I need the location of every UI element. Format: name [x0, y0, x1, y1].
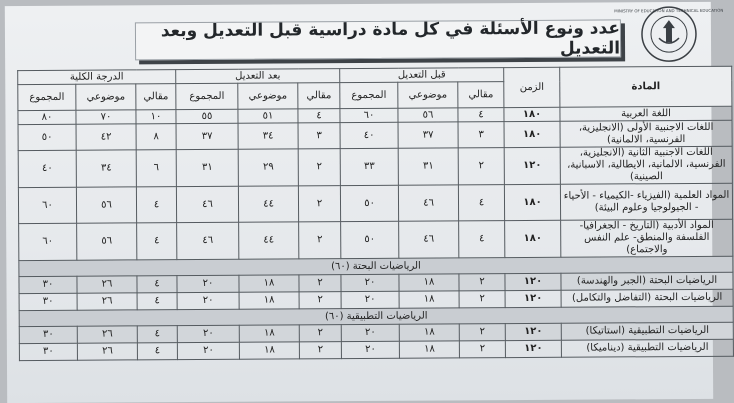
value-cell: ٢٠: [177, 342, 239, 359]
value-cell: ٢٦: [77, 293, 137, 310]
subject-cell: المواد الأدبية (التاريخ - الجغرافيا- الفلسفة والمنطق- علم النفس والاجتماع): [561, 219, 733, 257]
value-cell: ٣٠: [19, 343, 77, 360]
value-cell: ٢: [298, 149, 340, 186]
value-cell: ١٨٠: [504, 107, 560, 121]
value-cell: ٣٧: [176, 123, 238, 149]
value-cell: ١٨٠: [505, 220, 561, 257]
header-total-essay: مقالي: [136, 84, 176, 110]
value-cell: ١٨: [239, 325, 299, 342]
questions-table: [17, 66, 734, 361]
logo-text: MINISTRY OF EDUCATION AND TECHNICAL EDUCATION: [614, 7, 724, 14]
value-cell: ٢: [458, 148, 504, 185]
value-cell: ٥٠: [340, 185, 398, 221]
value-cell: ١٠: [136, 110, 176, 124]
value-cell: ٥١: [238, 109, 298, 123]
value-cell: ٧٠: [76, 110, 136, 124]
value-cell: ١٢٠: [505, 323, 561, 340]
header-before-sum: المجموع: [340, 82, 398, 108]
value-cell: ٢٠: [177, 292, 239, 309]
value-cell: ٥٦: [398, 108, 458, 122]
header-before-essay: مقالي: [458, 82, 504, 108]
value-cell: ٣١: [398, 148, 458, 185]
value-cell: ٣٣: [340, 148, 398, 185]
document-page: [5, 2, 730, 403]
value-cell: ١٨٠: [504, 121, 560, 147]
value-cell: ١٨: [399, 274, 459, 291]
table-row: [18, 146, 732, 187]
value-cell: ٢: [459, 324, 505, 341]
value-cell: ٢٠: [341, 341, 399, 358]
header-total-objective: موضوعي: [76, 84, 136, 110]
header-before: قبل التعديل: [340, 68, 504, 83]
value-cell: ١٨: [239, 292, 299, 309]
header-after: بعد التعديل: [176, 69, 340, 84]
value-cell: ٣٠: [19, 276, 77, 293]
value-cell: ٤: [137, 293, 177, 310]
value-cell: ٤٤: [239, 222, 299, 259]
value-cell: ٣٠: [19, 326, 77, 343]
table-row: [18, 183, 732, 223]
value-cell: ٢٠: [341, 291, 399, 308]
table-row: [19, 339, 733, 360]
ministry-emblem-icon: [614, 4, 724, 64]
value-cell: ٢: [299, 222, 341, 259]
value-cell: ٢٩: [238, 149, 298, 186]
value-cell: ٤٦: [176, 186, 238, 222]
value-cell: ٤: [136, 187, 176, 223]
value-cell: ٤٠: [18, 150, 76, 187]
value-cell: ٢: [299, 325, 341, 342]
value-cell: ٥٥: [176, 109, 238, 123]
value-cell: ٦٠: [19, 223, 77, 260]
value-cell: ٣٧: [398, 122, 458, 148]
header-before-objective: موضوعي: [398, 82, 458, 108]
page-title: عدد ونوع الأسئلة في كل مادة دراسية قبل التعديل وبعد التعديل: [135, 19, 621, 60]
value-cell: ٤: [458, 108, 504, 122]
value-cell: ١٨: [239, 342, 299, 359]
value-cell: ٢: [459, 274, 505, 291]
value-cell: ٣١: [176, 149, 238, 186]
value-cell: ٢: [459, 341, 505, 358]
value-cell: ٣: [298, 123, 340, 149]
value-cell: ١٨: [399, 291, 459, 308]
value-cell: ٤٦: [398, 185, 458, 221]
subject-cell: اللغات الاجنبية الأولى (الانجليزية، الفرنسية، الالمانية): [560, 120, 732, 147]
value-cell: ٥٠: [341, 221, 399, 258]
value-cell: ٣٠: [19, 293, 77, 310]
value-cell: ٤٦: [399, 221, 459, 258]
value-cell: ٤: [137, 276, 177, 293]
value-cell: ٦٠: [18, 187, 76, 223]
value-cell: ٢: [299, 292, 341, 309]
value-cell: ٢٦: [77, 343, 137, 360]
subject-cell: الرياضيات البحتة (التفاضل والتكامل): [561, 289, 733, 307]
value-cell: ١٢٠: [504, 147, 560, 184]
subject-cell: الرياضيات التطبيقية (ديناميكا): [561, 339, 733, 357]
value-cell: ٢: [459, 291, 505, 308]
value-cell: ٤: [137, 326, 177, 343]
subject-cell: اللغة العربية: [560, 106, 732, 121]
subject-cell: الرياضيات البحتة (الجبر والهندسة): [561, 272, 733, 290]
subject-cell: اللغات الاجنبية الثانية (الانجليزية، الفرنسية، الالمانية، الايطالية، الاسبانية، الصينية): [560, 146, 732, 184]
value-cell: ١٢٠: [505, 290, 561, 307]
section-label: الرياضيات البحتة (٦٠): [19, 256, 733, 276]
value-cell: ٢: [299, 342, 341, 359]
subject-cell: الرياضيات التطبيقية (استاتيكا): [561, 322, 733, 340]
value-cell: ٣٤: [238, 123, 298, 149]
header-after-essay: مقالي: [298, 83, 340, 109]
value-cell: ٢٦: [77, 276, 137, 293]
value-cell: ١٢٠: [505, 340, 561, 357]
section-label: الرياضيات التطبيقية (٦٠): [19, 306, 733, 326]
value-cell: ٤: [137, 223, 177, 260]
value-cell: ٨: [136, 124, 176, 150]
table-row: [19, 219, 733, 260]
value-cell: ٤: [458, 185, 504, 221]
value-cell: ٥٠: [18, 124, 76, 150]
value-cell: ٥٦: [77, 223, 137, 260]
value-cell: ٣٤: [76, 150, 136, 187]
value-cell: ٤٠: [340, 122, 398, 148]
header-total-grade: الدرجة الكلية: [18, 70, 176, 85]
value-cell: ٢٠: [341, 274, 399, 291]
header-time: الزمن: [504, 67, 560, 107]
value-cell: ٤: [298, 109, 340, 123]
value-cell: ٨٠: [18, 110, 76, 124]
value-cell: ٢٠: [177, 325, 239, 342]
header-subject: المادة: [560, 66, 732, 107]
value-cell: ٤٦: [177, 222, 239, 259]
value-cell: ٤٢: [76, 124, 136, 150]
value-cell: ٢٠: [341, 324, 399, 341]
value-cell: ٢: [298, 186, 340, 222]
subject-cell: المواد العلمية (الفيزياء -الكيمياء - الأحياء - الجيولوجيا وعلوم البيئة): [560, 183, 732, 220]
value-cell: ٦: [136, 150, 176, 187]
header-after-objective: موضوعي: [238, 83, 298, 109]
header-after-sum: المجموع: [176, 83, 238, 109]
value-cell: ٦٠: [340, 108, 398, 122]
value-cell: ٢٦: [77, 326, 137, 343]
value-cell: ١٨٠: [504, 184, 560, 220]
header-total-sum: المجموع: [18, 84, 76, 110]
value-cell: ٢: [299, 275, 341, 292]
value-cell: ٤: [459, 221, 505, 258]
value-cell: ٣: [458, 122, 504, 148]
value-cell: ١٨: [399, 341, 459, 358]
value-cell: ٤: [137, 343, 177, 360]
value-cell: ١٨: [399, 324, 459, 341]
value-cell: ٢٠: [177, 275, 239, 292]
value-cell: ٥٦: [76, 187, 136, 223]
value-cell: ١٢٠: [505, 273, 561, 290]
value-cell: ٤٤: [238, 186, 298, 222]
value-cell: ١٨: [239, 275, 299, 292]
